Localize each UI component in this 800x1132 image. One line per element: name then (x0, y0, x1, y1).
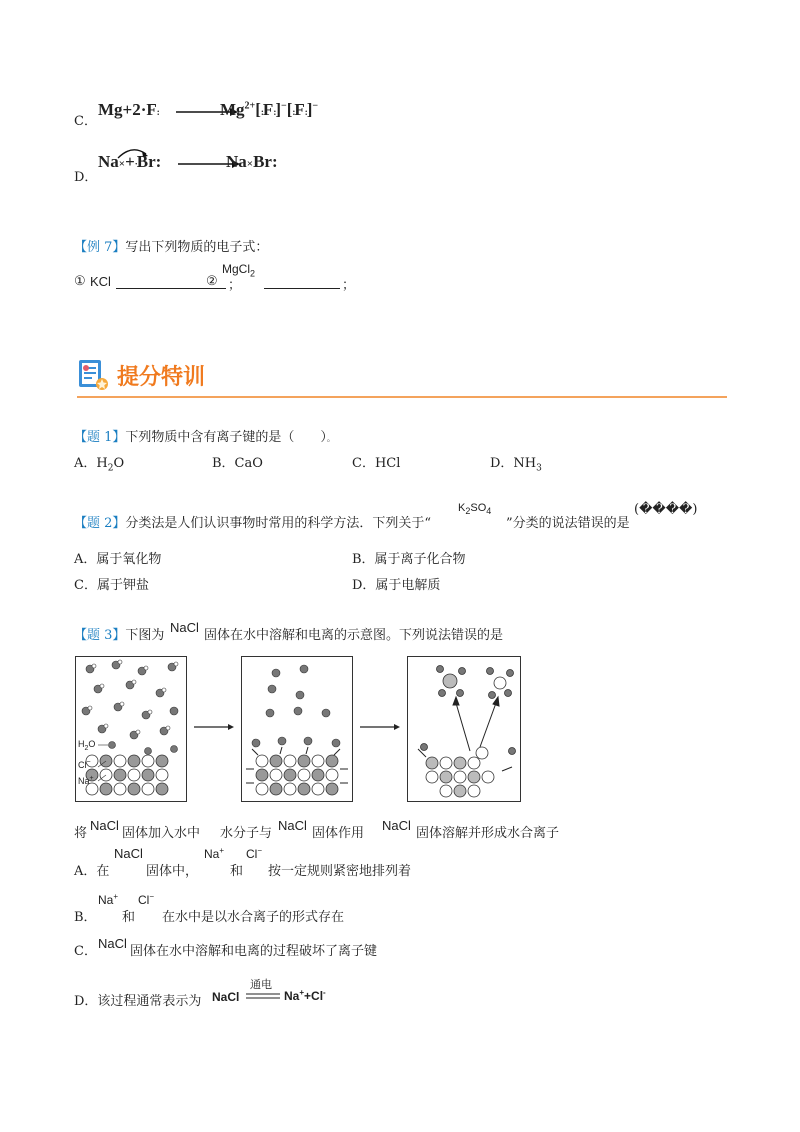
option-a-cl (246, 846, 262, 861)
bracket: ] (306, 100, 313, 119)
subscript: 2 (84, 744, 89, 752)
plus-sign: + (125, 152, 135, 171)
superscript: + (113, 892, 119, 901)
option-d-pre: D．该过程通常表示为 (74, 994, 202, 1009)
q1-option-c[interactable] (352, 452, 400, 471)
option-d-product (226, 152, 278, 172)
q3-option-c[interactable] (74, 936, 674, 958)
option-a-tail: O (113, 456, 125, 471)
question-text-post: 固体在水中溶解和电离的示意图。下列说法错误的是 (204, 628, 504, 643)
item2-answer-blank[interactable] (264, 274, 340, 289)
superscript: + (299, 988, 305, 997)
caption-2-pre: 水分子与 (220, 826, 273, 841)
item2-formula (222, 262, 255, 278)
section-title: 提分特训 (117, 365, 206, 390)
option-b-and: 和 (122, 910, 136, 925)
colon: : (271, 152, 278, 171)
example-label: 【例 7】 (74, 240, 126, 255)
option-d-reactant: Na×+·Br: (98, 152, 162, 171)
subscript: 4 (486, 506, 492, 517)
caption-3-tail: 固体溶解并形成水合离子 (416, 826, 560, 841)
colon: : (155, 152, 162, 171)
option-c-text: C．HCl (352, 456, 401, 471)
option-c-reactant: Mg+2·F: (98, 100, 159, 119)
electron-x: × (246, 158, 254, 170)
mg-plus-2: Mg+2· (98, 100, 147, 119)
bracket: ] (275, 100, 281, 119)
item2-separator: ； (342, 278, 356, 293)
q2-option-b[interactable]: B．属于离子化合物 (352, 552, 466, 567)
caption-1-pre: 将 (74, 826, 88, 841)
section-divider (77, 396, 727, 398)
item2-number: ② (206, 274, 218, 289)
option-c-tail: 固体在水中溶解和电离的过程破坏了离子键 (130, 944, 378, 959)
option-c-nacl: NaCl (98, 936, 127, 951)
option-c-pre: C． (74, 944, 97, 959)
mgcl-text: MgCl (222, 262, 251, 276)
question-text: 分类法是人们认识事物时常用的科学方法．下列关于“ (125, 516, 432, 531)
cl-label (78, 759, 91, 770)
fluorine-symbol: F (146, 100, 157, 119)
option-b-cl (138, 892, 154, 907)
superscript: − (149, 892, 155, 901)
h2o-label (78, 739, 95, 752)
superscript: − (257, 846, 263, 855)
o-text: O (88, 739, 96, 749)
option-b-tail: 在水中是以水合离子的形式存在 (162, 910, 345, 925)
equation-nacl: NaCl (212, 990, 240, 1004)
na-text: Na (204, 847, 220, 861)
so-text: SO (470, 502, 487, 514)
na-symbol: Na (226, 152, 247, 171)
diagram-arrow-2 (360, 722, 400, 732)
mgcl-subscript: 2 (250, 268, 256, 279)
garbled-parens: (����) (634, 502, 698, 517)
caption-2-nacl: NaCl (278, 818, 307, 833)
superscript: + (219, 846, 225, 855)
charge: − (280, 100, 287, 112)
question-label: 【题 2】 (74, 516, 126, 531)
option-b-na (98, 892, 118, 907)
subscript: 2 (465, 506, 471, 517)
q1-option-d[interactable] (490, 452, 542, 474)
question-label: 【题 1】 (74, 430, 126, 445)
equation-products (284, 988, 326, 1003)
question-tail: 。 (326, 434, 335, 443)
book-icon (77, 358, 111, 392)
na-text: Na (98, 893, 114, 907)
mg-symbol: Mg (220, 100, 245, 119)
superscript: - (323, 988, 326, 997)
na-symbol: Na (98, 152, 119, 171)
option-a-na (204, 846, 224, 861)
option-a-tail: 按一定规则紧密地排列着 (268, 864, 412, 879)
bracket: [ (255, 100, 261, 119)
bracket: [ (286, 100, 293, 119)
item1-separator: ； (228, 278, 242, 293)
k2so4-formula (458, 502, 491, 516)
diagram-arrow-1 (194, 722, 234, 732)
br-symbol: Br (253, 152, 272, 171)
section-header (77, 358, 727, 398)
caption-1-tail: 固体加入水中 (122, 826, 201, 841)
option-c-product: $Mg^{2+}[:F:]^-[:F:]^-$ (220, 100, 319, 119)
subscript: 2 (107, 463, 114, 474)
q3-option-d[interactable] (74, 978, 674, 1014)
diagram-panel-1 (75, 656, 187, 802)
question-text: 下列物质中含有离子键的是（ ） (125, 430, 327, 445)
equation-condition: 通电 (250, 978, 272, 991)
cl-text: Cl (246, 847, 258, 861)
option-a-mid: 固体中， (146, 864, 199, 879)
br-symbol: Br (136, 152, 156, 171)
item1-number: ① (74, 274, 86, 289)
option-a-pre: A．在 (74, 864, 110, 879)
option-a-nacl: NaCl (114, 846, 143, 861)
question-text-pre: 下图为 (125, 628, 165, 643)
diagram-panel-2 (241, 656, 353, 802)
subscript: 3 (536, 463, 542, 474)
q1-option-b[interactable] (212, 452, 263, 471)
superscript: − (86, 759, 91, 766)
q3-option-b[interactable] (74, 890, 674, 925)
item1-formula: KCl (90, 274, 111, 289)
caption-3-nacl: NaCl (382, 818, 411, 833)
question-text-2: ”分类的说法错误的是 (506, 516, 630, 531)
q2-option-c[interactable]: C．属于钾盐 (74, 578, 149, 593)
h-text: H (78, 739, 85, 749)
fluorine-symbol: F (262, 100, 274, 119)
fluorine-symbol: F (294, 100, 305, 119)
q2-option-d[interactable]: D．属于电解质 (352, 578, 441, 593)
option-d-letter: D． (74, 170, 98, 185)
question-1-stem (74, 426, 335, 445)
caption-2-tail: 固体作用 (312, 826, 365, 841)
cl-text: Cl (311, 989, 324, 1003)
panel-2-illustration (242, 657, 352, 801)
caption-1-nacl: NaCl (90, 818, 119, 833)
option-b-text: B．CaO (212, 456, 263, 471)
diagram-panel-3 (407, 656, 521, 802)
q1-option-a[interactable] (74, 452, 124, 474)
option-d-text: D．NH (490, 456, 537, 471)
question-label: 【题 3】 (74, 628, 126, 643)
panel-3-illustration (408, 657, 520, 801)
nacl-formula: NaCl (170, 620, 199, 635)
charge: − (312, 100, 319, 112)
na-label (78, 775, 94, 786)
q2-option-a[interactable]: A．属于氧化物 (74, 552, 162, 567)
plus-sign: + (304, 989, 312, 1003)
example-text: 写出下列物质的电子式： (125, 240, 269, 255)
mg-charge: 2+ (244, 100, 256, 112)
electron-x: × (118, 158, 126, 170)
caption-row (74, 818, 594, 841)
option-b-pre: B． (74, 910, 97, 925)
na-text: Na (284, 989, 300, 1003)
option-a-and: 和 (230, 864, 244, 879)
q3-option-a[interactable] (74, 844, 674, 879)
superscript: + (89, 775, 94, 782)
equals-sign (246, 992, 280, 1000)
option-c-letter: C． (74, 114, 97, 129)
na-text: Na (78, 776, 90, 786)
cl-text: Cl (78, 760, 87, 770)
k-text: K (458, 502, 466, 514)
example-7-heading (74, 236, 268, 255)
cl-text: Cl (138, 893, 150, 907)
option-a-text: A．H (74, 456, 108, 471)
